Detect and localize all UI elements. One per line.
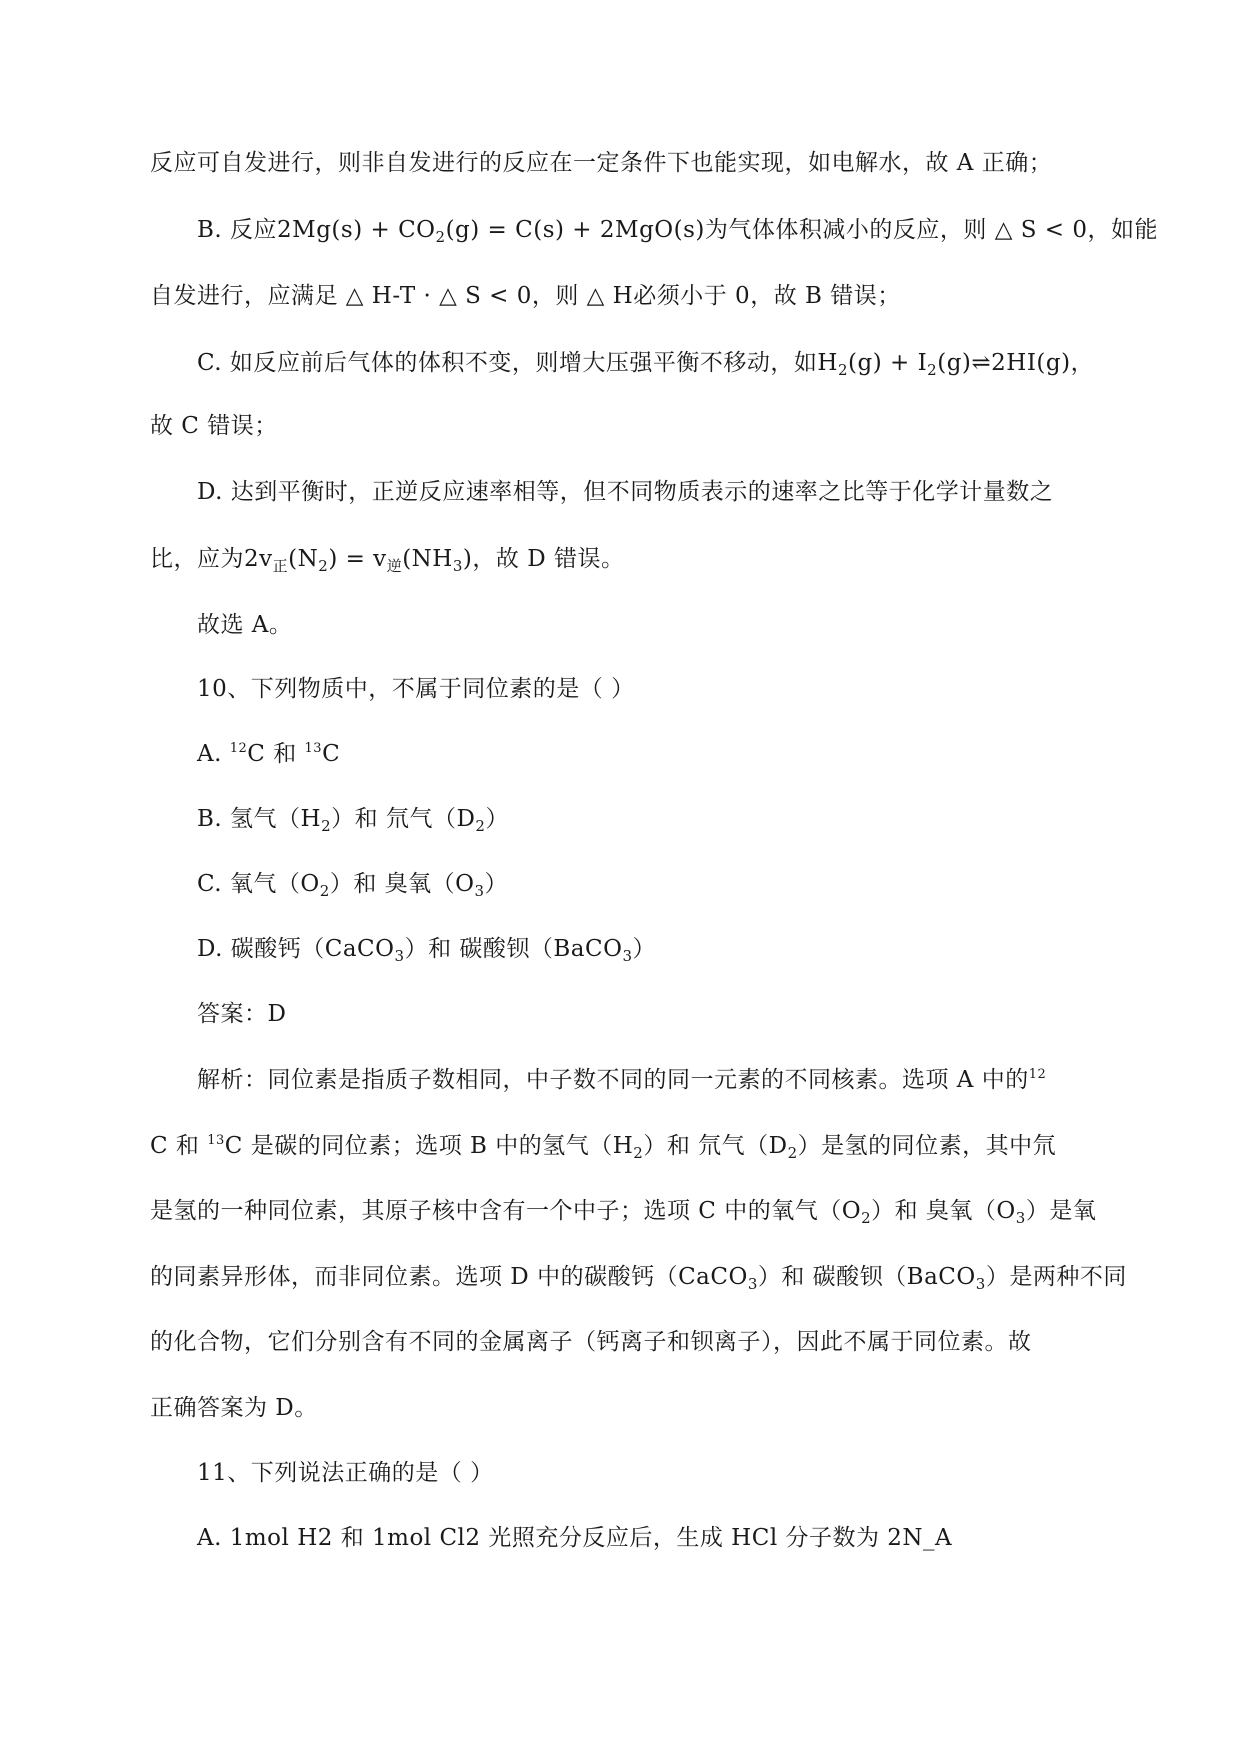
question-10-analysis-line-5: 的化合物，它们分别含有不同的金属离子（钙离子和钡离子），因此不属于同位素。故 [150,1329,1032,1355]
option-d-explanation-line-2: 比，应为$2v_正(N_2) = v_逆(NH_3)$，故 D 错误。 [150,546,625,575]
question-10-option-a: A. $^{12}$C 和 $^{13}$C [197,741,341,767]
question-10-option-c: C. 氧气$(O_2)$和 臭氧$(O_3)$ [197,871,509,900]
text-line-1: 反应可自发进行，则非自发进行的反应在一定条件下也能实现，如电解水，故 A 正确； [150,150,1053,176]
question-10-option-b: B. 氢气$(H_2)$和 氘气$(D_2)$ [197,806,509,835]
question-10-option-d: D. 碳酸钙（CaCO$_3$）和 碳酸钡（BaCO$_3$） [197,936,656,965]
option-b-explanation-line-1: B. 反应$2Mg(s) + CO_2(g) = C(s) + 2MgO(s)$为气体体积减小的反应，则 △ S < 0，如能 [197,217,1158,246]
option-c-explanation-line-1: C. 如反应前后气体的体积不变，则增大压强平衡不移动，如$H_2(g)$ + $I_2(g)\rightleftharpoons 2HI(g)$， [197,350,1095,379]
answer-conclusion: 故选 A。 [197,612,293,638]
option-d-explanation-line-1: D. 达到平衡时，正逆反应速率相等，但不同物质表示的速率之比等于化学计量数之 [197,479,1054,505]
question-10-answer: 答案：D [197,1001,287,1027]
option-c-explanation-line-2: 故 C 错误； [150,413,278,439]
question-10-analysis-line-3: 是氢的一种同位素，其原子核中含有一个中子；选项 C 中的氧气$(O_2)$和 臭氧$(O_3)$是氧 [150,1198,1097,1227]
question-11-title: 11、下列说法正确的是（ ） [197,1460,494,1486]
question-10-analysis-line-1: 解析：同位素是指质子数相同，中子数不同的同一元素的不同核素。选项 A 中的$^{12}$ [197,1067,1047,1093]
option-b-explanation-line-2: 自发进行，应满足 △ H-T · △ S < 0，则 △ H必须小于 0，故 B 错误； [150,283,901,309]
question-11-option-a: A. 1mol H2 和 1mol Cl2 光照充分反应后，生成 HCl 分子数为 2N_A [197,1525,953,1551]
question-10-analysis-line-6: 正确答案为 D。 [150,1395,318,1421]
question-10-analysis-line-4: 的同素异形体，而非同位素。选项 D 中的碳酸钙（CaCO$_3$）和 碳酸钡（BaCO$_3$）是两种不同 [150,1264,1127,1293]
question-10-analysis-line-2: C 和 $^{13}$C 是碳的同位素；选项 B 中的氢气$(H_2)$和 氘气$(D_2)$是氢的同位素，其中氘 [150,1133,1057,1162]
question-10-title: 10、下列物质中，不属于同位素的是（ ） [197,676,635,702]
